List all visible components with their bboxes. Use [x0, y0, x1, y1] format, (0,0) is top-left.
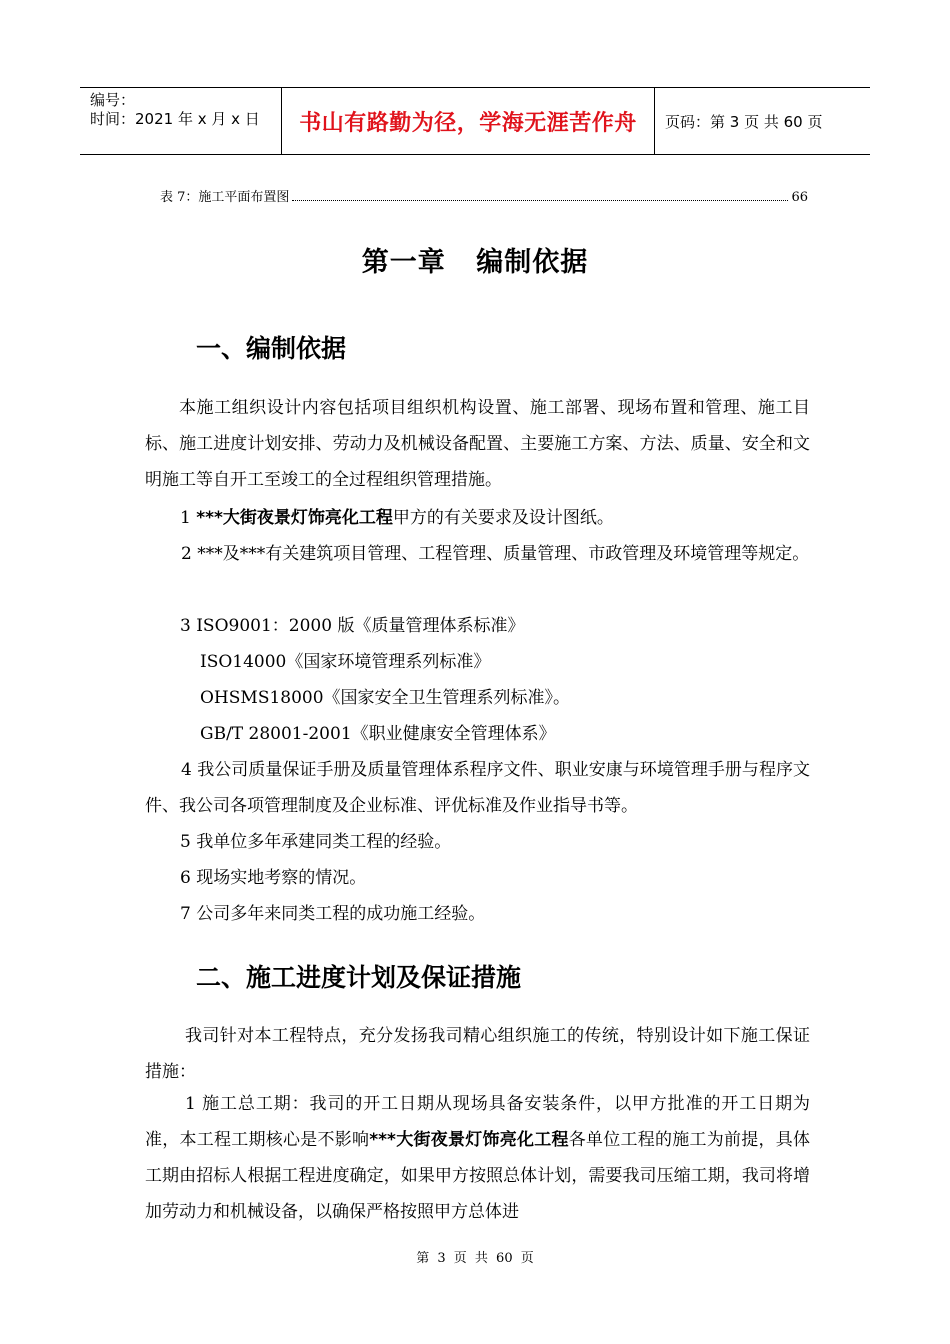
- motto-text: 书山有路勤为径，学海无涯苦作舟: [299, 110, 637, 136]
- header-meta-cell: [80, 88, 282, 154]
- project-name: ***大街夜景灯饰亮化工程: [196, 508, 393, 528]
- item-1-text: 甲方的有关要求及设计图纸。: [392, 508, 614, 528]
- header-motto-cell: [282, 88, 655, 154]
- paragraph-1-end: 各单位工程的施工为前提，具体工期由招标人根据工程进度确定，如果甲方按照总体计划，需要我司压缩工期，我司将增加劳动力和机械设备，以确保严格按照甲方总体进: [145, 1130, 811, 1222]
- paragraph-1-start: 1 施工总工期：我司的开工日期从现场具备安装条件，以甲方批准的开工日期为准，本工程工期核心是不影响: [145, 1094, 810, 1150]
- toc-entry: [160, 186, 808, 205]
- section-title-2: 二、施工进度计划及保证措施: [196, 963, 522, 992]
- item-5: 5 我单位多年承建同类工程的经验。: [180, 832, 452, 852]
- section2-paragraph-1: [145, 1086, 810, 1230]
- item-7: 7 公司多年来同类工程的成功施工经验。: [180, 904, 486, 924]
- toc-entry-label: 表 7：施工平面布置图: [160, 190, 290, 205]
- item-2: 2 ***及***有关建筑项目管理、工程管理、质量管理、市政管理及环境管理等规定。: [181, 544, 810, 564]
- header-page-cell: [655, 88, 870, 154]
- item-1-number: 1: [180, 508, 197, 528]
- item-3b: ISO14000《国家环境管理系列标准》: [200, 652, 491, 672]
- section-title-1: 一、编制依据: [196, 334, 347, 363]
- toc-entry-page: 66: [791, 190, 808, 205]
- time-label: 时间：2021 年 x 月 x 日: [90, 110, 260, 128]
- item-3: 3 ISO9001：2000 版《质量管理体系标准》: [180, 616, 525, 636]
- page-header: [80, 87, 870, 155]
- chapter-title: 第一章 编制依据: [361, 247, 589, 278]
- serial-label: 编号：: [90, 91, 136, 109]
- toc-leader-dots: [292, 200, 788, 201]
- section2-intro: 我司针对本工程特点，充分发扬我司精心组织施工的传统，特别设计如下施工保证措施：: [145, 1026, 810, 1082]
- page-footer: 第 3 页 共 60 页: [416, 1251, 534, 1266]
- section1-intro: 本施工组织设计内容包括项目组织机构设置、施工部署、现场布置和管理、施工目标、施工进度计划安排、劳动力及机械设备配置、主要施工方案、方法、质量、安全和文明施工等自开工至竣工的全过程组织管理措施。: [145, 398, 810, 490]
- item-3d: GB/T 28001-2001《职业健康安全管理体系》: [200, 724, 556, 744]
- project-name-2: ***大街夜景灯饰亮化工程: [369, 1130, 569, 1150]
- item-1: [180, 500, 614, 536]
- item-4: 4 我公司质量保证手册及质量管理体系程序文件、职业安康与环境管理手册与程序文件、我公司各项管理制度及企业标准、评优标准及作业指导书等。: [145, 760, 810, 816]
- item-6: 6 现场实地考察的情况。: [180, 868, 367, 888]
- item-3c: OHSMS18000《国家安全卫生管理系列标准》。: [200, 688, 571, 708]
- page-info: 页码：第 3 页 共 60 页: [665, 112, 823, 131]
